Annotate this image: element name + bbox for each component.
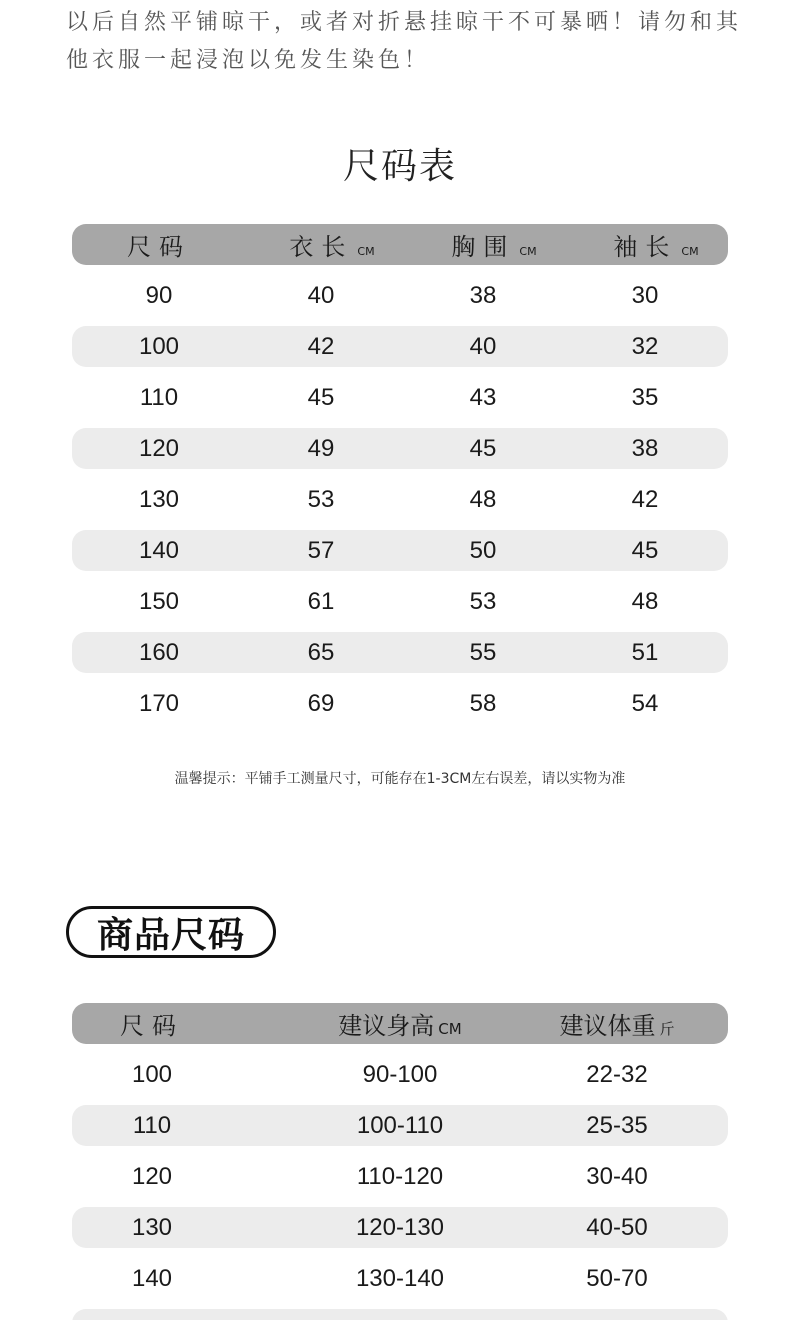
cell-size: 100 — [138, 332, 180, 360]
table-row — [72, 1156, 728, 1197]
size-chart-header — [72, 224, 728, 265]
cell-weight: 30-40 — [586, 1162, 648, 1190]
cell-sleeve: 35 — [631, 383, 659, 411]
cell-length: 57 — [307, 536, 335, 564]
unit-label: CM — [438, 1020, 462, 1038]
cell-height: 130-140 — [355, 1264, 445, 1292]
unit-label: 斤 — [659, 1020, 675, 1038]
table-row — [72, 1105, 728, 1146]
cell-sleeve: 54 — [631, 689, 659, 717]
cell-size: 90 — [145, 281, 173, 309]
size-chart-title: 尺码表 — [342, 146, 457, 187]
cell-size: 170 — [138, 689, 180, 717]
cell-size: 140 — [138, 536, 180, 564]
cell-sleeve: 32 — [631, 332, 659, 360]
cell-chest: 48 — [469, 485, 497, 513]
cell-length: 65 — [307, 638, 335, 666]
care-line-1: 以后自然平铺晾干，或者对折悬挂晾干不可暴晒！请勿和其 — [66, 10, 743, 35]
header-size: 尺码 — [120, 1012, 184, 1040]
measurement-tip: 温馨提示：平铺手工测量尺寸，可能存在1-3CM左右误差，请以实物为准 — [174, 771, 626, 787]
cell-height: 90-100 — [362, 1060, 438, 1088]
cell-height: 100-110 — [356, 1111, 444, 1139]
header-height: 建议身高 CM — [338, 1012, 462, 1040]
cell-weight: 40-50 — [586, 1213, 648, 1241]
table-row — [72, 530, 728, 571]
table-row — [72, 1309, 728, 1320]
cell-chest: 55 — [469, 638, 497, 666]
product-size-table — [72, 1003, 728, 1320]
product-size-header — [72, 1003, 728, 1044]
cell-chest: 43 — [469, 383, 497, 411]
unit-label: CM — [519, 245, 537, 258]
table-row — [72, 326, 728, 367]
unit-label: CM — [681, 245, 699, 258]
cell-size: 160 — [138, 638, 180, 666]
cell-height: 110-120 — [356, 1162, 444, 1190]
header-sleeve: 袖长 CM — [613, 233, 699, 261]
care-instructions — [66, 4, 746, 80]
table-row — [72, 1207, 728, 1248]
cell-weight: 22-32 — [586, 1060, 648, 1088]
cell-size: 110 — [139, 383, 179, 411]
cell-size: 100 — [131, 1060, 173, 1088]
cell-size: 130 — [131, 1213, 173, 1241]
header-weight: 建议体重 斤 — [559, 1012, 675, 1040]
table-row — [72, 275, 728, 316]
product-size-badge: 商品尺码 — [66, 906, 276, 958]
cell-sleeve: 38 — [631, 434, 659, 462]
cell-size: 120 — [131, 1162, 173, 1190]
table-row — [72, 479, 728, 520]
cell-chest: 53 — [469, 587, 497, 615]
cell-length: 69 — [307, 689, 335, 717]
table-row — [72, 428, 728, 469]
table-row — [72, 1258, 728, 1299]
cell-size: 110 — [132, 1111, 172, 1139]
unit-label: CM — [357, 245, 375, 258]
cell-length: 42 — [307, 332, 335, 360]
cell-chest: 50 — [469, 536, 497, 564]
table-row — [72, 683, 728, 724]
cell-length: 45 — [307, 383, 335, 411]
cell-weight: 50-70 — [586, 1264, 648, 1292]
cell-length: 40 — [307, 281, 335, 309]
cell-size: 140 — [131, 1264, 173, 1292]
table-row — [72, 377, 728, 418]
header-size: 尺码 — [127, 233, 191, 261]
cell-length: 61 — [307, 587, 335, 615]
cell-size: 120 — [138, 434, 180, 462]
cell-sleeve: 48 — [631, 587, 659, 615]
cell-sleeve: 42 — [631, 485, 659, 513]
cell-sleeve: 30 — [631, 281, 659, 309]
care-line-2: 他衣服一起浸泡以免发生染色！ — [66, 48, 431, 73]
table-row — [72, 1054, 728, 1095]
size-chart-table — [72, 224, 728, 734]
cell-sleeve: 51 — [631, 638, 659, 666]
cell-sleeve: 45 — [631, 536, 659, 564]
cell-chest: 45 — [469, 434, 497, 462]
cell-size: 130 — [138, 485, 180, 513]
cell-chest: 40 — [469, 332, 497, 360]
cell-length: 53 — [307, 485, 335, 513]
cell-size: 150 — [138, 587, 180, 615]
table-row — [72, 632, 728, 673]
cell-chest: 38 — [469, 281, 497, 309]
cell-chest: 58 — [469, 689, 497, 717]
table-row — [72, 581, 728, 622]
header-length: 衣长 CM — [289, 233, 375, 261]
cell-length: 49 — [307, 434, 335, 462]
header-chest: 胸围 CM — [451, 233, 537, 261]
cell-weight: 25-35 — [586, 1111, 648, 1139]
cell-height: 120-130 — [355, 1213, 445, 1241]
